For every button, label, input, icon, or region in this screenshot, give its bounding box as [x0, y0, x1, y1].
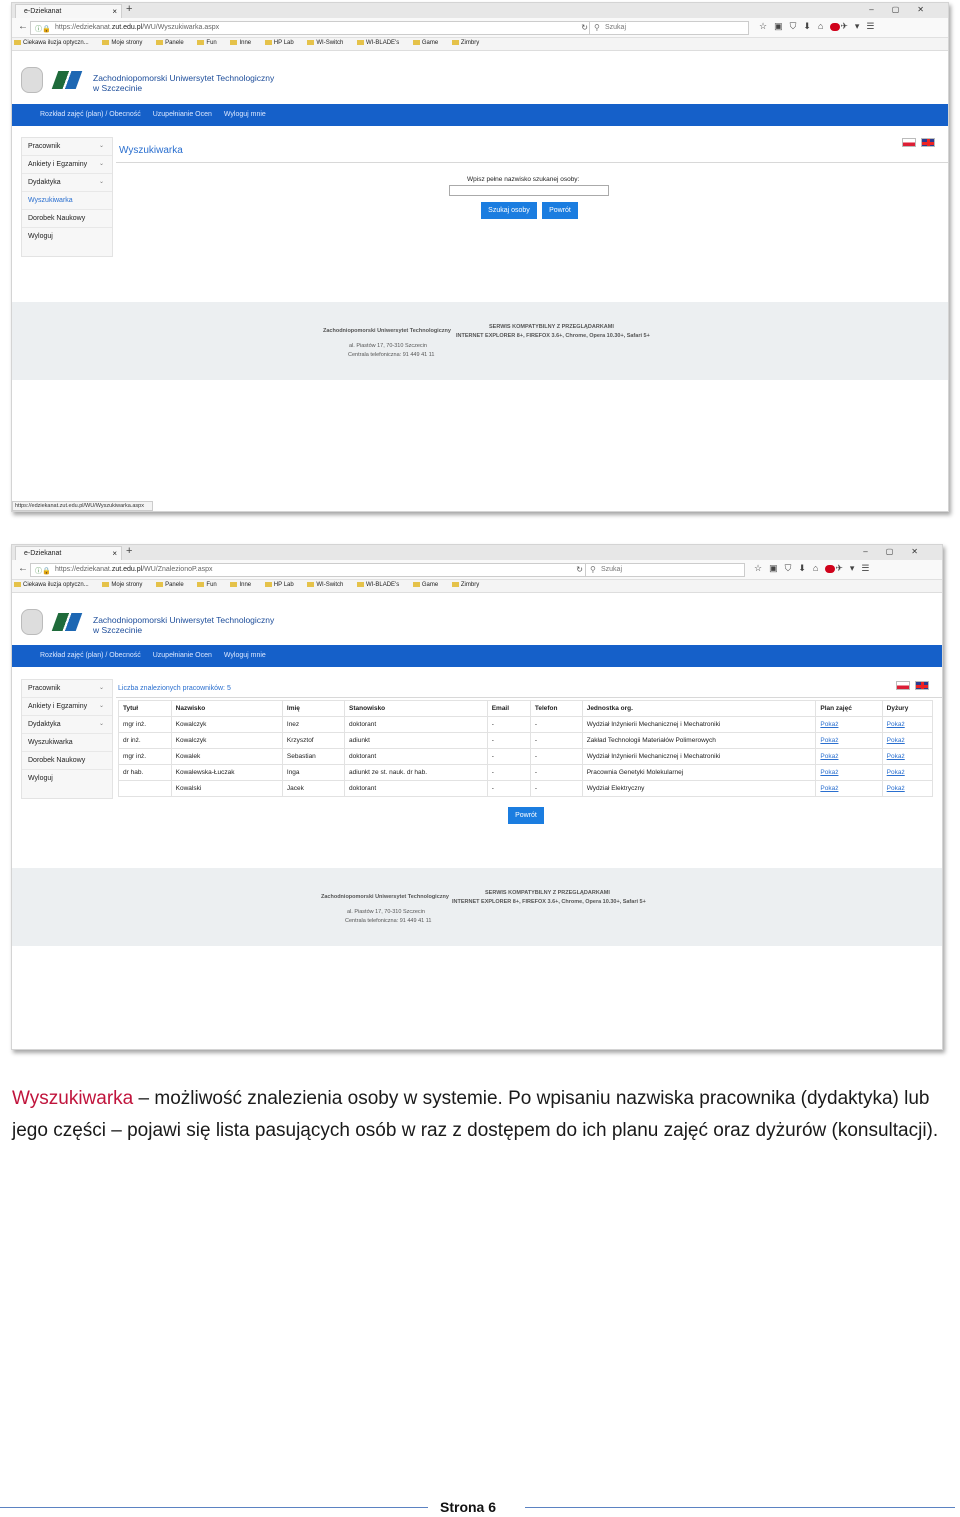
folder-icon: [357, 40, 364, 45]
language-flags: [902, 138, 938, 148]
screenshot-search: [11, 2, 949, 512]
sidebar-item-wyszukiwarka[interactable]: [22, 192, 112, 210]
bookmark-label: Ciekawa iluzja optyczn...: [23, 582, 89, 589]
bookmark-label: Game: [421, 40, 439, 47]
show-schedule-link[interactable]: Pokaż: [816, 781, 882, 797]
eagle-emblem-icon: [21, 609, 43, 635]
sidebar-label: Wyloguj: [28, 775, 53, 782]
university-name-line1: Zachodniopomorski Uniwersytet Technologiczny: [93, 73, 275, 83]
folder-icon: [230, 582, 237, 587]
cell-position: adiunkt: [345, 733, 488, 749]
web-page: [12, 51, 948, 511]
tab-bar: [12, 545, 942, 560]
zut-mark-icon: [52, 71, 83, 89]
window-controls[interactable]: –▢✕: [869, 5, 942, 14]
bookmark-label: Inne: [239, 40, 252, 47]
nav-bar: [12, 18, 948, 38]
lock-icon: ⓘ🔒: [35, 26, 51, 33]
show-schedule-link[interactable]: Pokaż: [816, 717, 882, 733]
cell-firstname: Jacek: [282, 781, 344, 797]
chevron-down-icon: ⌄: [98, 143, 104, 149]
back-icon[interactable]: ←: [18, 563, 28, 574]
search-prompt: Wpisz pełne nazwisko szukanej osoby:: [467, 176, 580, 183]
cell-unit: Wydział Inżynierii Mechanicznej i Mechatroniki: [582, 749, 816, 765]
search-placeholder: Szukaj: [601, 566, 623, 573]
university-name: [93, 615, 274, 635]
sidebar-item-dorobek[interactable]: [22, 752, 112, 770]
footer-browsers: INTERNET EXPLORER 8+, FIREFOX 3.6+, Chrome, Opera 10.30+, Safari 5+: [452, 899, 646, 905]
window-controls[interactable]: –▢✕: [863, 547, 936, 556]
toolbar-icons[interactable]: ☆▣⛉⬇⌂ ✈▾☰: [759, 21, 882, 31]
bookmark-item[interactable]: [452, 582, 485, 588]
show-duty-link[interactable]: Pokaż: [882, 717, 932, 733]
folder-icon: [197, 582, 204, 587]
bookmark-label: HP Lab: [273, 40, 294, 47]
bookmark-label: Moje strony: [111, 582, 143, 589]
zut-mark-icon: [52, 613, 83, 631]
table-row: [119, 765, 933, 781]
footer-university: Zachodniopomorski Uniwersytet Technologiczny: [323, 328, 451, 334]
menu-logout[interactable]: Wyloguj mnie: [223, 652, 266, 659]
cell-phone: -: [530, 749, 582, 765]
bookmark-item[interactable]: [197, 40, 222, 46]
show-schedule-link[interactable]: Pokaż: [816, 765, 882, 781]
bookmark-label: HP Lab: [273, 582, 294, 589]
menu-schedule[interactable]: Rozkład zajęć (plan) / Obecność: [40, 652, 141, 659]
url-domain: zut.edu.pl: [111, 24, 143, 31]
university-logo[interactable]: [21, 63, 291, 103]
cell-email: -: [487, 717, 530, 733]
bookmark-label: Fun: [206, 582, 217, 589]
language-flags: [896, 681, 932, 691]
sidebar-label: Wyloguj: [28, 233, 53, 240]
folder-icon: [307, 582, 314, 587]
cell-unit: Pracownia Genetyki Molekularnej: [582, 765, 816, 781]
cell-email: -: [487, 765, 530, 781]
table-row: [119, 749, 933, 765]
bookmark-item[interactable]: [452, 40, 485, 46]
sidebar-label: Dydaktyka: [28, 721, 61, 728]
menu-grades[interactable]: Uzupełnianie Ocen: [152, 111, 212, 118]
footer-line-left: [0, 1507, 428, 1508]
cell-unit: Zakład Technologii Materiałów Polimerowych: [582, 733, 816, 749]
adblock-icon[interactable]: [825, 565, 835, 573]
footer-line-right: [525, 1507, 955, 1508]
search-icon: ⚲: [594, 23, 600, 32]
university-logo[interactable]: [21, 605, 291, 645]
top-menu: [12, 645, 942, 667]
bookmark-item[interactable]: [230, 582, 257, 588]
col-firstname: Imię: [282, 701, 344, 717]
screenshot-results: [11, 544, 943, 1050]
page-footer: [12, 868, 942, 946]
bookmark-label: Zimbry: [460, 582, 480, 589]
bookmark-label: WI-BLADE's: [366, 40, 400, 47]
cell-firstname: Sebastian: [282, 749, 344, 765]
bookmark-item[interactable]: [156, 40, 190, 46]
bookmarks-bar: [12, 580, 942, 593]
sidebar-label: Dorobek Naukowy: [28, 757, 86, 764]
new-tab-icon[interactable]: +: [126, 545, 133, 557]
sidebar-item-wyszukiwarka[interactable]: [22, 734, 112, 752]
footer-compat: SERWIS KOMPATYBILNY Z PRZEGLĄDARKAMI: [485, 890, 610, 896]
cell-phone: -: [530, 733, 582, 749]
sidebar-item-wyloguj[interactable]: [22, 770, 112, 798]
chevron-down-icon: ⌄: [98, 703, 104, 709]
description-paragraph: [12, 1083, 942, 1147]
adblock-icon[interactable]: [830, 23, 840, 31]
close-tab-icon[interactable]: ×: [112, 7, 117, 16]
cell-surname: Kowalczyk: [171, 717, 282, 733]
chevron-down-icon: ⌄: [98, 179, 104, 185]
bookmark-item[interactable]: [102, 40, 148, 46]
show-duty-link[interactable]: Pokaż: [882, 749, 932, 765]
sidebar-label: Ankiety i Egzaminy: [28, 703, 88, 710]
col-surname: Nazwisko: [171, 701, 282, 717]
bookmark-label: WI-BLADE's: [366, 582, 400, 589]
page-title: Wyszukiwarka: [119, 145, 183, 156]
bookmark-label: Zimbry: [460, 40, 480, 47]
sidebar-label: Wyszukiwarka: [28, 197, 73, 204]
footer-address: al. Piastów 17, 70-310 Szczecin: [349, 343, 427, 349]
polish-flag-icon[interactable]: [896, 681, 910, 690]
toolbar-icons[interactable]: ☆▣⛉⬇⌂ ✈▾☰: [754, 563, 877, 573]
bookmark-label: Moje strony: [111, 40, 143, 47]
sidebar-label: Pracownik: [28, 143, 61, 150]
sidebar-label: Dorobek Naukowy: [28, 215, 86, 222]
english-flag-icon[interactable]: [915, 681, 929, 690]
footer-compat: SERWIS KOMPATYBILNY Z PRZEGLĄDARKAMI: [489, 324, 614, 330]
sidebar-item-dorobek[interactable]: [22, 210, 112, 228]
folder-icon: [265, 40, 272, 45]
footer-address: al. Piastów 17, 70-310 Szczecin: [347, 909, 425, 915]
col-unit: Jednostka org.: [582, 701, 816, 717]
sidebar-label: Ankiety i Egzaminy: [28, 161, 88, 168]
folder-icon: [357, 582, 364, 587]
university-name-line2: w Szczecinie: [93, 83, 143, 93]
cell-surname: Kowalek: [171, 749, 282, 765]
cell-title: mgr inż.: [119, 749, 172, 765]
top-menu: [12, 104, 948, 126]
url-prefix: https://edziekanat.: [55, 566, 112, 573]
chevron-down-icon: ⌄: [98, 685, 104, 691]
col-schedule: Plan zajęć: [816, 701, 882, 717]
menu-grades[interactable]: Uzupełnianie Ocen: [152, 652, 212, 659]
cell-position: adiunkt ze st. nauk. dr hab.: [345, 765, 488, 781]
browser-tab[interactable]: [15, 4, 122, 18]
footer-university: Zachodniopomorski Uniwersytet Technologiczny: [321, 894, 449, 900]
cell-position: doktorant: [345, 781, 488, 797]
page-number: Strona 6: [440, 1499, 497, 1515]
search-person-button[interactable]: Szukaj osoby: [481, 202, 537, 219]
cell-title: mgr inż.: [119, 717, 172, 733]
bookmark-label: Inne: [239, 582, 252, 589]
cell-unit: Wydział Inżynierii Mechanicznej i Mechatroniki: [582, 717, 816, 733]
cell-surname: Kowalewska-Łuczak: [171, 765, 282, 781]
bookmark-label: WI-Switch: [316, 582, 344, 589]
cell-title: [119, 781, 172, 797]
search-placeholder: Szukaj: [605, 24, 627, 31]
bookmark-item[interactable]: [230, 40, 257, 46]
reload-icon[interactable]: ↻: [576, 565, 583, 574]
results-count: Liczba znalezionych pracowników: 5: [118, 685, 231, 692]
cell-unit: Wydział Elektryczny: [582, 781, 816, 797]
bookmarks-bar: [12, 38, 948, 51]
address-bar[interactable]: [30, 21, 595, 35]
sidebar-item-ankiety[interactable]: [22, 698, 112, 716]
cell-firstname: Inga: [282, 765, 344, 781]
caption-text: – możliwość znalezienia osoby w systemie. Po wpisaniu nazwiska pracownika (dydaktyka) lub jego części – pojawi się lista pasujących osób w raz z dostępem do ich planu zajęć oraz dyżurów (konsultacji).: [12, 1088, 939, 1141]
bookmark-item[interactable]: [14, 582, 95, 588]
tab-title: e-Dziekanat: [24, 8, 62, 15]
sidebar-label: Wyszukiwarka: [28, 739, 73, 746]
cell-position: doktorant: [345, 717, 488, 733]
col-phone: Telefon: [530, 701, 582, 717]
folder-icon: [452, 40, 459, 45]
col-position: Stanowisko: [345, 701, 488, 717]
title-divider: [116, 697, 942, 698]
eagle-emblem-icon: [21, 67, 43, 93]
folder-icon: [307, 40, 314, 45]
show-schedule-link[interactable]: Pokaż: [816, 733, 882, 749]
folder-icon: [230, 40, 237, 45]
col-email: Email: [487, 701, 530, 717]
nav-bar: [12, 560, 942, 580]
university-name-line2: w Szczecinie: [93, 625, 143, 635]
tab-bar: [12, 3, 948, 18]
cell-email: -: [487, 781, 530, 797]
bookmark-label: Fun: [206, 40, 217, 47]
cell-surname: Kowalczyk: [171, 733, 282, 749]
page-footer: [12, 302, 948, 380]
bookmark-item[interactable]: [156, 582, 190, 588]
col-title: Tytuł: [119, 701, 172, 717]
folder-icon: [102, 582, 109, 587]
show-duty-link[interactable]: Pokaż: [882, 765, 932, 781]
url-path: /WU/ZnalezionoP.aspx: [142, 566, 213, 573]
cell-phone: -: [530, 781, 582, 797]
bookmark-item[interactable]: [14, 40, 95, 46]
cell-phone: -: [530, 765, 582, 781]
cell-firstname: Inez: [282, 717, 344, 733]
web-page: [12, 593, 942, 1049]
document-footer: [0, 1497, 960, 1517]
lock-icon: ⓘ🔒: [35, 568, 51, 575]
sidebar-item-ankiety[interactable]: [22, 156, 112, 174]
chevron-down-icon: ⌄: [98, 161, 104, 167]
bookmark-item[interactable]: [265, 582, 300, 588]
bookmark-item[interactable]: [197, 582, 222, 588]
close-tab-icon[interactable]: ×: [112, 549, 117, 558]
menu-logout[interactable]: Wyloguj mnie: [223, 111, 266, 118]
bookmark-item[interactable]: [307, 582, 349, 588]
back-button[interactable]: Powrót: [542, 202, 578, 219]
chevron-down-icon: ⌄: [98, 721, 104, 727]
folder-icon: [413, 582, 420, 587]
cell-surname: Kowalski: [171, 781, 282, 797]
cell-title: dr inż.: [119, 733, 172, 749]
table-row: [119, 781, 933, 797]
col-duty: Dyżury: [882, 701, 932, 717]
title-divider: [116, 162, 948, 163]
folder-icon: [14, 40, 21, 45]
reload-icon[interactable]: ↻: [581, 23, 588, 32]
bookmark-item[interactable]: [357, 582, 405, 588]
url-path: /WU/Wyszukiwarka.aspx: [142, 24, 220, 31]
status-bar-url: https://edziekanat.zut.edu.pl/WU/Wyszukiwarka.aspx: [12, 501, 153, 511]
bookmark-label: WI-Switch: [316, 40, 344, 47]
bookmark-item[interactable]: [413, 40, 444, 46]
bookmark-item[interactable]: [307, 40, 349, 46]
show-schedule-link[interactable]: Pokaż: [816, 749, 882, 765]
url-prefix: https://edziekanat.: [55, 24, 112, 31]
cell-email: -: [487, 733, 530, 749]
back-icon[interactable]: ←: [18, 21, 28, 32]
folder-icon: [452, 582, 459, 587]
show-duty-link[interactable]: Pokaż: [882, 781, 932, 797]
cell-title: dr hab.: [119, 765, 172, 781]
tab-title: e-Dziekanat: [24, 550, 62, 557]
folder-icon: [265, 582, 272, 587]
university-name: [93, 73, 274, 93]
folder-icon: [413, 40, 420, 45]
sidebar: [21, 679, 113, 799]
folder-icon: [156, 582, 163, 587]
sidebar: [21, 137, 113, 257]
sidebar-item-pracownik[interactable]: [22, 138, 112, 156]
cell-phone: -: [530, 717, 582, 733]
table-row: [119, 733, 933, 749]
folder-icon: [197, 40, 204, 45]
bookmark-label: Panele: [165, 40, 184, 47]
sidebar-item-wyloguj[interactable]: [22, 228, 112, 256]
caption-highlight: Wyszukiwarka: [12, 1088, 134, 1109]
folder-icon: [14, 582, 21, 587]
search-icon: ⚲: [590, 565, 596, 574]
university-name-line1: Zachodniopomorski Uniwersytet Technologiczny: [93, 615, 275, 625]
sidebar-label: Dydaktyka: [28, 179, 61, 186]
footer-phone: Centrala telefoniczna: 91 449 41 11: [348, 352, 435, 358]
cell-firstname: Krzysztof: [282, 733, 344, 749]
polish-flag-icon[interactable]: [902, 138, 916, 147]
bookmark-item[interactable]: [102, 582, 148, 588]
browser-search-box[interactable]: [589, 21, 749, 35]
show-duty-link[interactable]: Pokaż: [882, 733, 932, 749]
bookmark-item[interactable]: [413, 582, 444, 588]
url-domain: zut.edu.pl: [111, 566, 143, 573]
bookmark-label: Ciekawa iluzja optyczn...: [23, 40, 89, 47]
table-header-row: [119, 701, 933, 717]
bookmark-item[interactable]: [357, 40, 405, 46]
sidebar-label: Pracownik: [28, 685, 61, 692]
bookmark-label: Game: [421, 582, 439, 589]
cell-position: doktorant: [345, 749, 488, 765]
bookmark-label: Panele: [165, 582, 184, 589]
footer-phone: Centrala telefoniczna: 91 449 41 11: [345, 918, 432, 924]
folder-icon: [102, 40, 109, 45]
sidebar-item-dydaktyka[interactable]: [22, 174, 112, 192]
browser-tab[interactable]: [15, 546, 122, 560]
results-table: [118, 700, 933, 797]
folder-icon: [156, 40, 163, 45]
bookmark-item[interactable]: [265, 40, 300, 46]
english-flag-icon[interactable]: [921, 138, 935, 147]
menu-schedule[interactable]: Rozkład zajęć (plan) / Obecność: [40, 111, 141, 118]
browser-search-box[interactable]: [585, 563, 745, 577]
address-bar[interactable]: [30, 563, 590, 577]
name-search-input[interactable]: [449, 185, 609, 196]
sidebar-item-pracownik[interactable]: [22, 680, 112, 698]
cell-email: -: [487, 749, 530, 765]
table-row: [119, 717, 933, 733]
back-button[interactable]: Powrót: [508, 807, 544, 824]
footer-browsers: INTERNET EXPLORER 8+, FIREFOX 3.6+, Chrome, Opera 10.30+, Safari 5+: [456, 333, 650, 339]
sidebar-item-dydaktyka[interactable]: [22, 716, 112, 734]
new-tab-icon[interactable]: +: [126, 3, 133, 15]
